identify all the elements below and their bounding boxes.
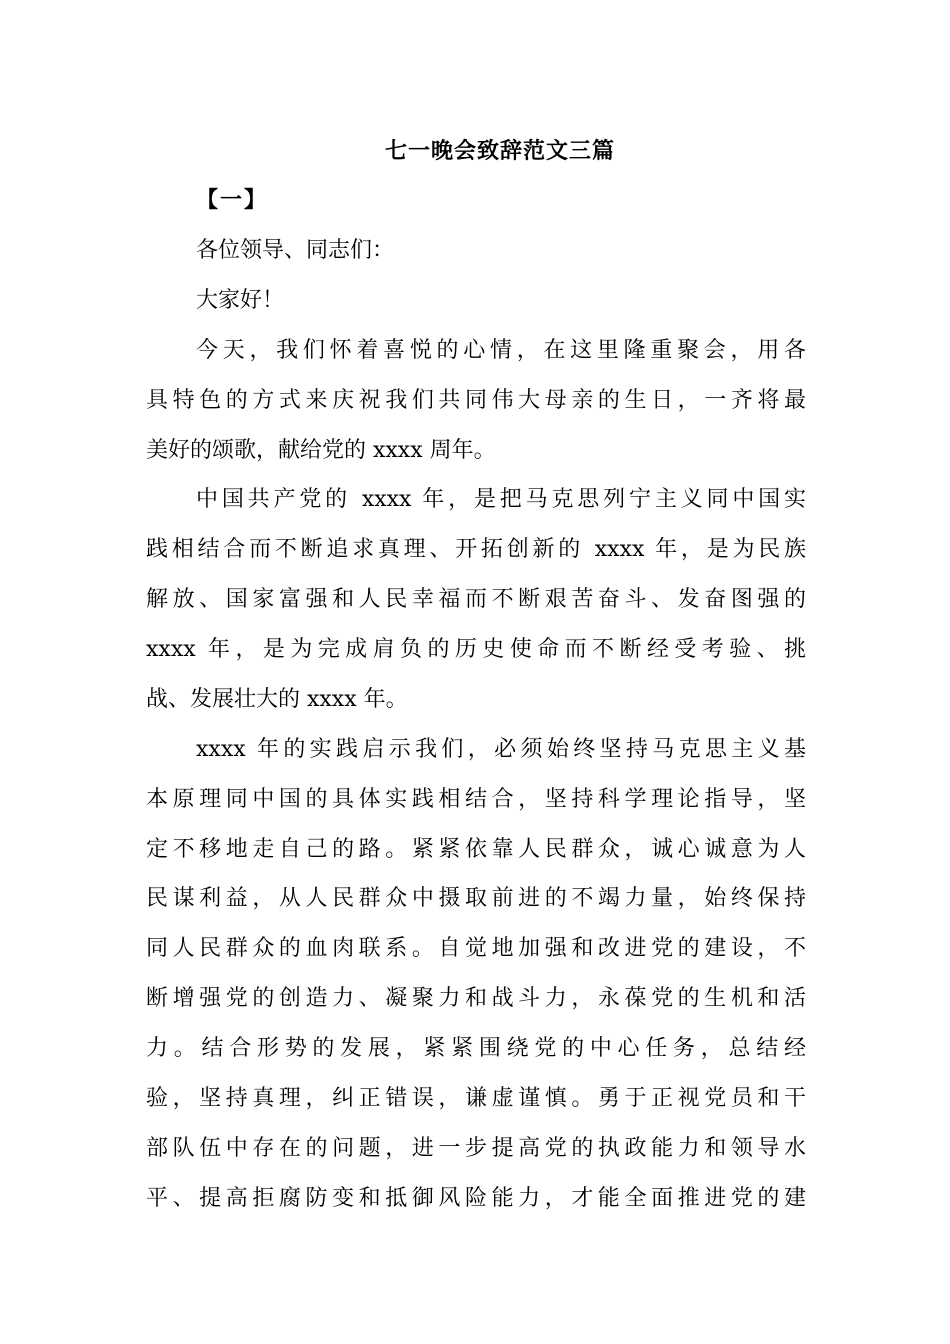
document-title: 七一晚会致辞范文三篇 xyxy=(384,139,615,164)
paragraph-line: 中国共产党的 xxxx 年，是把马克思列宁主义同中国实 xyxy=(196,487,806,512)
paragraph-line: 践相结合而不断追求真理、开拓创新的 xxxx 年，是为民族 xyxy=(146,537,806,562)
paragraph-line: 民谋利益，从人民群众中摄取前进的不竭力量，始终保持 xyxy=(146,886,806,911)
greeting-line: 大家好！ xyxy=(196,288,285,313)
paragraph-line: 力。结合形势的发展，紧紧围绕党的中心任务，总结经 xyxy=(146,1036,806,1061)
salutation-line: 各位领导、同志们： xyxy=(196,238,395,263)
paragraph-line: 本原理同中国的具体实践相结合，坚持科学理论指导，坚 xyxy=(146,787,806,812)
paragraph-line: 同人民群众的血肉联系。自觉地加强和改进党的建设，不 xyxy=(146,936,806,961)
paragraph-line: xxxx 年，是为完成肩负的历史使命而不断经受考验、挑 xyxy=(146,637,806,662)
paragraph-line: 断增强党的创造力、凝聚力和战斗力，永葆党的生机和活 xyxy=(146,986,806,1011)
paragraph-line: 具特色的方式来庆祝我们共同伟大母亲的生日，一齐将最 xyxy=(146,388,806,413)
paragraph-line: xxxx 年的实践启示我们，必须始终坚持马克思主义基 xyxy=(196,737,806,762)
section-heading: 【一】 xyxy=(196,188,269,213)
paragraph-line: 定不移地走自己的路。紧紧依靠人民群众，诚心诚意为人 xyxy=(146,837,806,862)
paragraph-line: 平、提高拒腐防变和抵御风险能力，才能全面推进党的建 xyxy=(146,1186,806,1211)
paragraph-line: 美好的颂歌，献给党的 xxxx 周年。 xyxy=(146,438,496,463)
paragraph-line: 验，坚持真理，纠正错误，谦虚谨慎。勇于正视党员和干 xyxy=(146,1086,806,1111)
paragraph-line: 部队伍中存在的问题，进一步提高党的执政能力和领导水 xyxy=(146,1136,806,1161)
paragraph-line: 解放、国家富强和人民幸福而不断艰苦奋斗、发奋图强的 xyxy=(146,587,806,612)
paragraph-line: 战、发展壮大的 xxxx 年。 xyxy=(146,687,408,712)
paragraph-line: 今天，我们怀着喜悦的心情，在这里隆重聚会，用各 xyxy=(196,338,806,363)
